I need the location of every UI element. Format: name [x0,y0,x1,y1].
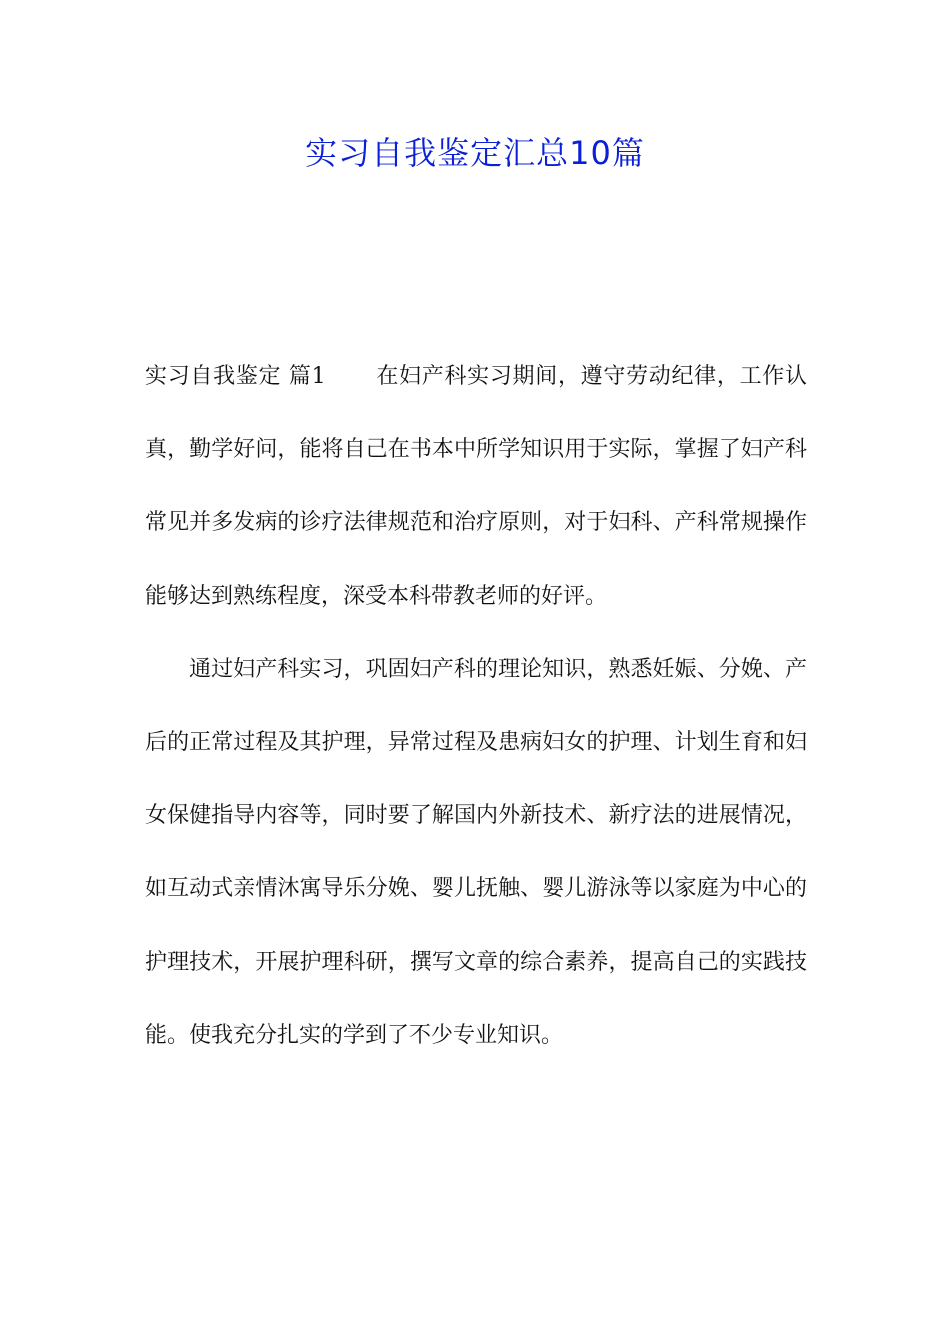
paragraph-1-text: 在妇产科实习期间，遵守劳动纪律，工作认真，勤学好问，能将自己在书本中所学知识用于实际，掌握了妇产科常见并多发病的诊疗法律规范和治疗原则，对于妇科、产科常规操作能够达到熟练程度，深受本科带教老师的好评。 [145,364,807,609]
paragraph-1 [145,340,807,633]
section-heading: 实习自我鉴定 篇1 [145,364,326,389]
document-body [145,340,807,1072]
paragraph-2: 通过妇产科实习，巩固妇产科的理论知识，熟悉妊娠、分娩、产后的正常过程及其护理，异常过程及患病妇女的护理、计划生育和妇女保健指导内容等，同时要了解国内外新技术、新疗法的进展情况，如互动式亲情沐寓导乐分娩、婴儿抚触、婴儿游泳等以家庭为中心的护理技术，开展护理科研，撰写文章的综合素养，提高自己的实践技能。使我充分扎实的学到了不少专业知识。 [145,656,807,1048]
document-title: 实习自我鉴定汇总10篇 [305,134,645,172]
